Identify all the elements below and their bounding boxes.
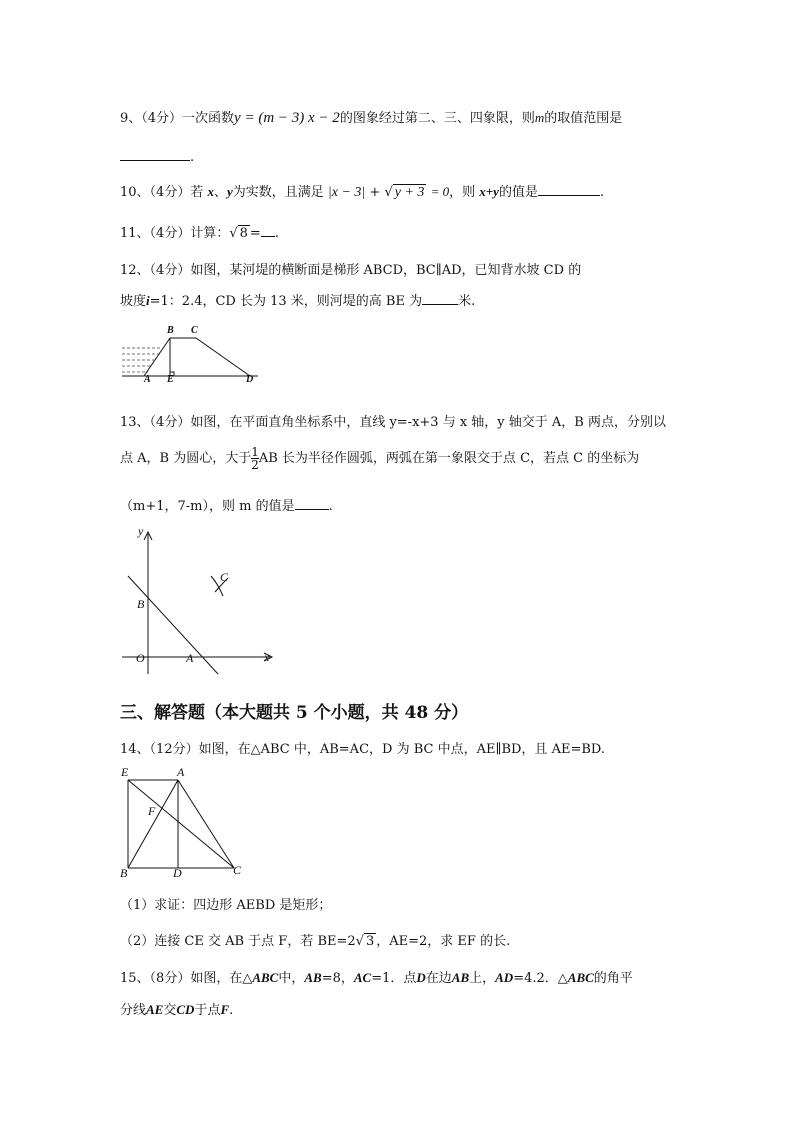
question-13-line2: 点 A，B 为圆心，大于 $\frac{1}{2}$ AB 长为半径作圆弧，两弧在第一象限交于点 C，若点 C 的坐标为 [120,445,640,472]
q10-answer-blank [538,181,600,196]
question-9: 9、（4分）一次函数y = (m − 3) x − 2的图象经过第二、三、四象限，则m的取值范围是 [120,110,623,126]
q13-fraction: $\frac{1}{2}$ [251,445,259,472]
q14-label-e: E [121,765,129,779]
q11-answer-blank [261,222,275,237]
question-15-line1: 15、（8分）如图，在△ABC中，AB=8，AC=1．点D在边AB上，AD=4.2．△ABC的角平 [120,970,633,986]
q14-label-c: C [233,863,242,877]
q11-sqrt: 8 [239,226,248,241]
q12-label-d: D [246,374,254,385]
question-15-line2: 分线AE交CD于点F. [120,1002,234,1018]
q13-answer-blank [295,495,329,510]
question-14-part1: （1）求证：四边形 AEBD 是矩形； [120,898,332,913]
q12-label-c: C [191,325,198,336]
q14-label-b: B [120,866,128,880]
question-13-line1: 13、（4分）如图，在平面直角坐标系中，直线 y=-x+3 与 x 轴，y 轴交于 A，B 两点，分别以 [120,415,666,430]
q13-label-b: B [137,597,145,611]
question-10: 10、（4分）若 x、y为实数，且满足 |x − 3| + √ y + 3 = 0，则 x+y的值是 . [120,181,604,201]
question-14-part2: （2）连接 CE 交 AB 于点 F，若 BE=2√ 3 ，AE=2，求 EF 的长. [120,934,511,949]
q12-label-a: A [144,374,151,385]
q14-label-d: D [173,866,182,880]
question-13-line3: （m+1，7-m），则 m 的值是 . [120,495,333,514]
q13-label-y: y [138,524,144,538]
q10-sqrt-expr: y + 3 [394,185,425,200]
question-12-line1: 12、（4分）如图，某河堤的横断面是梯形 ABCD，BC∥AD，已知背水坡 CD 的 [120,263,582,278]
question-14: 14、（12分）如图，在△ABC 中，AB=AC，D 为 BC 中点，AE∥BD，且 AE=BD. [120,742,605,757]
q9-answer-blank [120,146,190,161]
q12-answer-blank [422,290,458,305]
q9-formula: y = (m − 3) x − 2 [234,110,340,126]
question-12-line2: 坡度i=1：2.4，CD 长为 13 米，则河堤的高 BE 为 米. [120,290,475,309]
q10-abs-expr: |x − 3| [327,185,366,200]
q13-label-o: O [136,651,145,665]
q14-label-a: A [177,765,185,779]
question-11: 11、（4分）计算：√ 8 = . [120,222,279,241]
q12-label-b: B [167,325,174,336]
q13-label-c: C [220,570,229,584]
q12-label-e: E [167,374,174,385]
q13-label-a: A [186,651,194,665]
q14-sqrt: 3 [365,934,375,949]
section-3-heading: 三、解答题（本大题共 5 个小题，共 48 分） [120,703,469,723]
q9-answer-blank-line: . [120,146,194,165]
q13-label-x: x [264,650,270,664]
q14-label-f: F [148,804,156,818]
